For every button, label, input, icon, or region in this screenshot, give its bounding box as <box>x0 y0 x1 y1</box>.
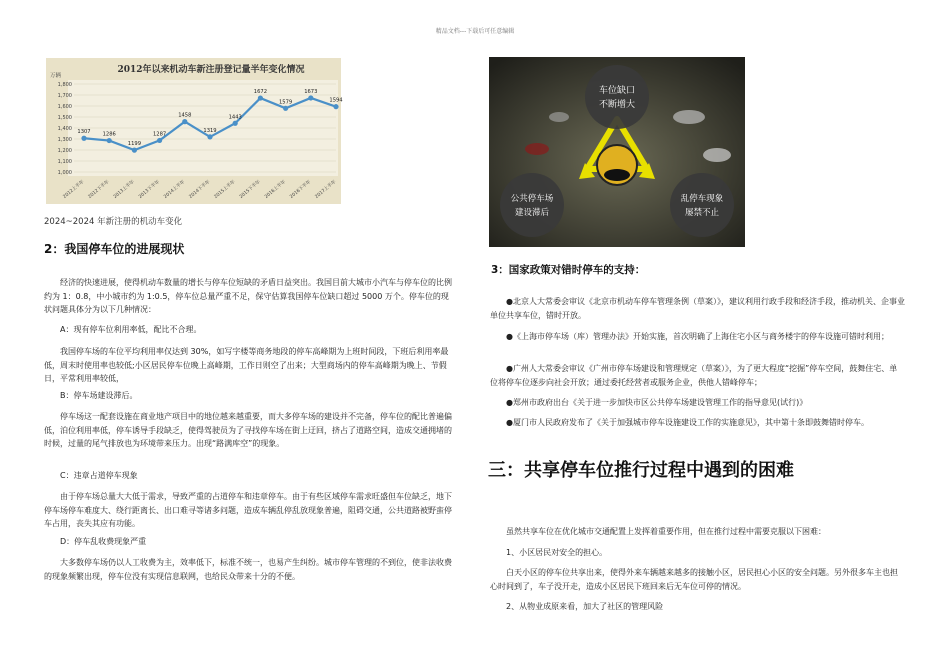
x-tick-label: 2016上半年 <box>264 179 287 200</box>
label-right-1: 乱停车现象 <box>680 194 724 204</box>
car-shape <box>549 112 569 122</box>
chart-caption: 2024~2024 年新注册的机动车变化 <box>44 217 183 227</box>
policy-guangzhou: ●广州人大常委会审议《广州市停车场建设和管理规定（草案）》，为了更大程度“挖掘”停车空间，鼓舞住宅、单位将停车位逐步向社会开放；通过委托经营者或服务企业，供他人错峰停车； <box>490 364 898 387</box>
data-point <box>157 138 162 143</box>
data-point <box>81 136 86 141</box>
y-tick-label: 1,500 <box>57 115 72 121</box>
registration-chart <box>46 58 341 204</box>
circle-left <box>500 173 564 237</box>
data-point <box>107 138 112 143</box>
label-left-2: 建设滞后 <box>514 208 550 218</box>
label-d: D：停车乱收费现象严重 <box>60 537 147 546</box>
policy-beijing: ●北京人大常委会审议《北京市机动车停车管理条例（草案）》，建议利用行政手段和经济手段，推动机关、企事业单位共享车位，错时开放。 <box>490 297 905 320</box>
car-shape <box>703 148 731 162</box>
data-label: 1458 <box>178 112 192 119</box>
difficulty-1-title: 1、小区居民对安全的担心。 <box>506 548 608 557</box>
y-tick-label: 1,300 <box>57 137 72 143</box>
y-tick-label: 1,200 <box>57 148 72 154</box>
center-car-icon <box>604 169 630 181</box>
text-c: 由于停车场总量大大低于需求，导致严重的占道停车和违章停车。由于有些区域停车需求旺盛但车位缺乏，地下停车场停车难度大、绕行距离长、出口难寻等诸多问题，造成车辆乱停乱放现象普遍，阻碍交通，公共道路被野蛮停车占用，丧失其应有功能。 <box>44 492 452 528</box>
chart-ylabel: 万辆 <box>50 73 62 79</box>
y-tick-label: 1,600 <box>57 104 72 110</box>
difficulty-1-text: 白天小区的停车位共享出来，使得外来车辆越来越多的接触小区，居民担心小区的安全问题。另外很多车主也担心时间到了，车子没开走，造成小区居民下班回来后无车位可停的情况。 <box>490 568 898 591</box>
data-label: 1672 <box>253 89 268 96</box>
y-tick-label: 1,800 <box>57 82 72 88</box>
data-point <box>207 134 212 139</box>
car-shape <box>525 143 549 155</box>
chart-title: 2012年以来机动车新注册登记量半年变化情况 <box>117 65 305 75</box>
photo-svg <box>489 57 745 247</box>
x-tick-label: 2012下半年 <box>87 179 111 200</box>
y-tick-label: 1,000 <box>57 170 72 176</box>
x-tick-label: 2015下半年 <box>238 179 262 200</box>
policy-zhengzhou: ●郑州市政府出台《关于进一步加快市区公共停车场建设管理工作的指导意见(试行)》 <box>506 398 808 407</box>
y-tick-label: 1,400 <box>57 126 72 132</box>
difficulty-2-title: 2、从物业成原来看，加大了社区的管理风险 <box>506 602 664 611</box>
difficulties-intro: 虽然共享车位在优化城市交通配置上发挥着重要作用，但在推行过程中需要克服以下困难： <box>506 527 826 536</box>
y-tick-label: 1,100 <box>57 159 72 165</box>
circle-right <box>670 173 734 237</box>
policy-xiamen: ●厦门市人民政府发布了《关于加强城市停车设施建设工作的实施意见》，其中第十条即鼓舞错时停车。 <box>506 418 869 427</box>
page-header: 精品文档---下载后可任意编辑 <box>435 28 515 35</box>
label-top-2: 不断增大 <box>598 100 636 110</box>
car-shape <box>673 110 705 124</box>
x-tick-label: 2013上半年 <box>112 179 136 200</box>
circle-top <box>585 65 649 129</box>
data-point <box>258 95 263 100</box>
policy-shanghai: ●《上海市停车场（库）管理办法》开始实施，首次明确了上海住宅小区与商务楼宇的停车设施可错时利用； <box>506 332 889 341</box>
data-label: 1286 <box>102 131 116 138</box>
label-b: B：停车场建设滞后。 <box>60 391 138 400</box>
x-tick-label: 2017上半年 <box>314 179 338 200</box>
chart-svg <box>46 58 341 204</box>
label-c: C：违章占道停车现象 <box>60 471 138 480</box>
x-tick-label: 2015上半年 <box>213 179 237 200</box>
label-right-2: 屡禁不止 <box>684 208 720 218</box>
data-point <box>132 148 137 153</box>
data-label: 1199 <box>127 141 142 148</box>
x-tick-label: 2012上半年 <box>62 179 86 200</box>
x-tick-label: 2014上半年 <box>163 179 187 200</box>
label-a: A：现有停车位利用率低，配比不合理。 <box>60 325 202 334</box>
x-tick-label: 2014下半年 <box>188 179 212 200</box>
y-tick-label: 1,700 <box>57 93 72 99</box>
data-label: 1287 <box>152 131 167 138</box>
data-point <box>308 95 313 100</box>
data-point <box>333 104 338 109</box>
data-point <box>283 106 288 111</box>
data-label: 1594 <box>329 97 343 104</box>
x-tick-label: 2013下半年 <box>138 179 161 200</box>
data-label: 1579 <box>278 99 293 106</box>
section-2-heading: 2：我国停车位的进展现状 <box>44 242 185 256</box>
text-a: 我国停车场的车位平均利用率仅达到 30%，如写字楼等商务地段的停车高峰期为上班时间段，下班后利用率最低，周末时使用率也较低;小区居民停车位晚上高峰期，工作日则空了出来；大型商场内的停车高峰期为晚上、节假日，平常利用率较低， <box>44 347 449 383</box>
data-point <box>182 119 187 124</box>
label-top-1: 车位缺口 <box>598 86 636 96</box>
text-b: 停车场这一配套设施在商业地产项目中的地位越来越重要，而大多停车场的建设并不完备，停车位的配比普遍偏低，泊位利用率低，停车诱导手段缺乏，使得驾驶员为了寻找停车场在街上迂回，挤占了道路空间，造成交通拥堵的时候，过量的尾气排放也为环境带来压力。出现“路满库空”的现象。 <box>44 412 452 448</box>
text-d: 大多数停车场仍以人工收费为主，效率低下，标准不统一，也易产生纠纷。城市停车管理的不到位，使非法收费的现象频繁出现，停车位没有实现信息联网，也给民众带来十分的不便。 <box>44 558 452 581</box>
parking-problem-photo <box>489 57 745 247</box>
data-point <box>233 121 238 126</box>
section-three-heading: 三：共享停车位推行过程中遇到的困难 <box>488 460 794 481</box>
x-tick-label: 2016下半年 <box>289 179 313 200</box>
data-label: 1443 <box>228 114 242 121</box>
data-label: 1307 <box>77 129 91 136</box>
data-label: 1319 <box>203 127 217 134</box>
section-3-heading: 3：国家政策对错时停车的支持： <box>491 264 646 276</box>
data-label: 1673 <box>304 88 318 95</box>
label-left-1: 公共停车场 <box>510 194 554 204</box>
left-paragraph-1: 经济的快速进展，使得机动车数量的增长与停车位短缺的矛盾日益突出。我国目前大城市小汽车与停车位的比例约为 1：0.8，中小城市约为 1:0.5，停车位总量严重不足，保守估算我国停车位缺口超过 5000 万个。停车位的现状问题具体分为以下几种情况： <box>44 278 452 314</box>
